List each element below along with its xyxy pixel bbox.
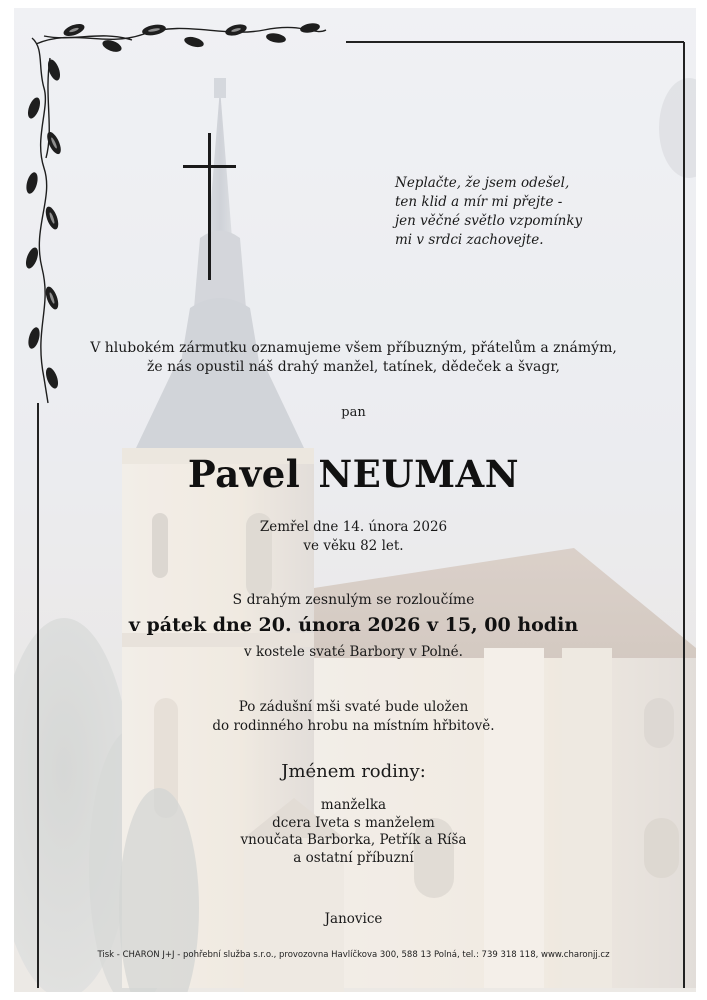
deceased-name xyxy=(0,452,707,496)
announcement-line: V hlubokém zármutku oznamujeme všem příbuzným, přátelům a známým, xyxy=(90,340,617,356)
family-member: vnoučata Barborka, Petřík a Ríša xyxy=(240,832,467,848)
death-info xyxy=(0,518,707,556)
death-date: Zemřel dne 14. února 2026 xyxy=(259,519,448,535)
family-heading: Jménem rodiny: xyxy=(281,761,426,782)
family-members xyxy=(0,797,707,867)
poem-line: jen věčné světlo vzpomínky xyxy=(395,213,583,229)
farewell-place: v kostele svaté Barbory v Polné. xyxy=(244,644,463,660)
first-name: Pavel xyxy=(187,452,301,496)
burial-info xyxy=(0,698,707,736)
farewell-intro: S drahým zesnulým se rozloučíme xyxy=(232,592,475,608)
poem-line: ten klid a mír mi přejte - xyxy=(395,194,563,210)
announcement xyxy=(0,339,707,377)
poem-line: mi v srdci zachovejte. xyxy=(395,232,544,248)
poem xyxy=(395,174,635,250)
last-name: NEUMAN xyxy=(318,452,520,496)
announcement-line: že nás opustil náš drahý manžel, tatínek, dědeček a švagr, xyxy=(147,359,560,375)
poem-line: Neplačte, že jsem odešel, xyxy=(395,175,570,191)
title-word: pan xyxy=(341,405,366,420)
family-member: dcera Iveta s manželem xyxy=(272,814,435,831)
age: ve věku 82 let. xyxy=(303,538,404,554)
burial-line: Po zádušní mši svaté bude uložen xyxy=(238,699,469,715)
family-member: a ostatní příbuzní xyxy=(293,849,414,866)
printer-footer: Tisk - CHARON J+J - pohřební služba s.r.o., provozovna Havlíčkova 300, 588 13 Polná, tel.: 739 318 118, www.charonjj.cz xyxy=(97,950,610,960)
location: Janovice xyxy=(324,911,383,927)
family-member: manželka xyxy=(320,797,387,813)
farewell-date-time: v pátek dne 20. února 2026 v 15, 00 hodin xyxy=(128,614,579,636)
burial-line: do rodinného hrobu na místním hřbitově. xyxy=(212,718,495,734)
